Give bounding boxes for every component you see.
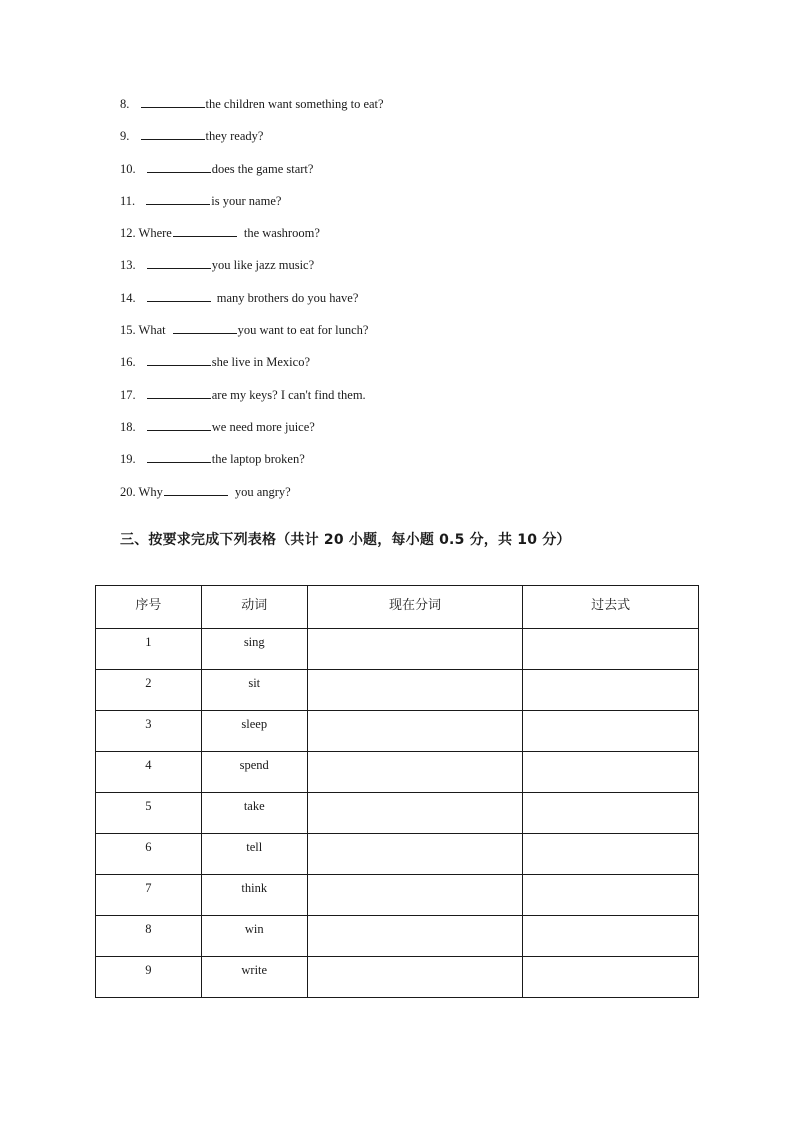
question-text: the washroom?: [243, 226, 320, 241]
question-lead-text: Why: [138, 484, 163, 499]
row-verb: tell: [201, 834, 307, 875]
question-number: 15.: [120, 323, 136, 338]
row-verb: take: [201, 793, 307, 834]
row-number: 1: [96, 629, 202, 670]
question-number: 16.: [120, 355, 136, 370]
question-item: [120, 286, 720, 318]
past-tense-cell[interactable]: [523, 793, 699, 834]
question-text: are my keys? I can't find them.: [211, 387, 366, 402]
present-participle-cell[interactable]: [307, 834, 523, 875]
question-lead-text: Where: [138, 226, 172, 241]
table-header-row: [96, 586, 699, 629]
question-item: [120, 124, 720, 156]
question-text: she live in Mexico?: [211, 355, 310, 370]
present-participle-cell[interactable]: [307, 793, 523, 834]
present-participle-cell[interactable]: [307, 957, 523, 998]
row-verb: sit: [201, 670, 307, 711]
header-present-participle: 现在分词: [307, 586, 523, 629]
question-item: [120, 415, 720, 447]
question-item: [120, 92, 720, 124]
row-verb: spend: [201, 752, 307, 793]
row-number: 3: [96, 711, 202, 752]
table-row: [96, 875, 699, 916]
question-item: [120, 157, 720, 189]
answer-blank[interactable]: [141, 127, 205, 140]
header-verb: 动词: [201, 586, 307, 629]
answer-blank[interactable]: [147, 353, 211, 366]
question-lead-text: What: [138, 323, 166, 338]
question-number: 20.: [120, 484, 136, 499]
question-item: [120, 318, 720, 350]
past-tense-cell[interactable]: [523, 752, 699, 793]
question-text: is your name?: [211, 193, 282, 208]
past-tense-cell[interactable]: [523, 875, 699, 916]
question-list: [120, 92, 720, 512]
question-text: the children want something to eat?: [205, 97, 384, 111]
question-text: you angry?: [234, 484, 291, 499]
row-verb: sing: [201, 629, 307, 670]
past-tense-cell[interactable]: [523, 711, 699, 752]
row-number: 2: [96, 670, 202, 711]
present-participle-cell[interactable]: [307, 875, 523, 916]
question-item: [120, 253, 720, 285]
answer-blank[interactable]: [147, 386, 211, 399]
answer-blank[interactable]: [147, 160, 211, 173]
table-row: [96, 916, 699, 957]
table-row: [96, 629, 699, 670]
table-row: [96, 834, 699, 875]
table-row: [96, 711, 699, 752]
past-tense-cell[interactable]: [523, 629, 699, 670]
verb-forms-table: [95, 585, 699, 998]
answer-blank[interactable]: [147, 256, 211, 269]
question-text: many brothers do you have?: [216, 290, 359, 305]
question-text: you like jazz music?: [211, 258, 315, 273]
answer-blank[interactable]: [141, 95, 205, 108]
table-row: [96, 957, 699, 998]
question-text: we need more juice?: [211, 419, 315, 434]
question-text: you want to eat for lunch?: [237, 323, 369, 338]
question-number: 9.: [120, 129, 130, 144]
answer-blank[interactable]: [146, 192, 210, 205]
header-number: 序号: [96, 586, 202, 629]
question-item: [120, 189, 720, 221]
row-number: 5: [96, 793, 202, 834]
question-item: [120, 480, 720, 512]
answer-blank[interactable]: [173, 224, 237, 237]
table-row: [96, 793, 699, 834]
question-number: 18.: [120, 419, 136, 434]
answer-blank[interactable]: [164, 483, 228, 496]
section-heading: 三、按要求完成下列表格（共计 20 小题，每小题 0.5 分，共 10 分）: [120, 532, 571, 548]
question-number: 17.: [120, 387, 136, 402]
question-item: [120, 221, 720, 253]
present-participle-cell[interactable]: [307, 752, 523, 793]
answer-blank[interactable]: [147, 418, 211, 431]
past-tense-cell[interactable]: [523, 916, 699, 957]
present-participle-cell[interactable]: [307, 629, 523, 670]
question-number: 12.: [120, 226, 136, 241]
question-text: does the game start?: [211, 161, 314, 176]
question-text: the laptop broken?: [211, 452, 305, 467]
row-number: 4: [96, 752, 202, 793]
table-row: [96, 670, 699, 711]
question-number: 8.: [120, 97, 130, 111]
row-verb: win: [201, 916, 307, 957]
question-number: 19.: [120, 452, 136, 467]
answer-blank[interactable]: [147, 289, 211, 302]
row-number: 7: [96, 875, 202, 916]
table-row: [96, 752, 699, 793]
question-number: 14.: [120, 290, 136, 305]
present-participle-cell[interactable]: [307, 711, 523, 752]
row-number: 8: [96, 916, 202, 957]
header-past-tense: 过去式: [523, 586, 699, 629]
question-item: [120, 383, 720, 415]
past-tense-cell[interactable]: [523, 957, 699, 998]
past-tense-cell[interactable]: [523, 834, 699, 875]
answer-blank[interactable]: [147, 450, 211, 463]
question-item: [120, 350, 720, 382]
question-number: 10.: [120, 161, 136, 176]
row-number: 6: [96, 834, 202, 875]
present-participle-cell[interactable]: [307, 916, 523, 957]
row-verb: write: [201, 957, 307, 998]
answer-blank[interactable]: [173, 321, 237, 334]
question-number: 11.: [120, 193, 136, 208]
row-number: 9: [96, 957, 202, 998]
past-tense-cell[interactable]: [523, 670, 699, 711]
question-number: 13.: [120, 258, 136, 273]
row-verb: sleep: [201, 711, 307, 752]
present-participle-cell[interactable]: [307, 670, 523, 711]
row-verb: think: [201, 875, 307, 916]
question-item: [120, 447, 720, 479]
question-text: they ready?: [205, 129, 264, 144]
